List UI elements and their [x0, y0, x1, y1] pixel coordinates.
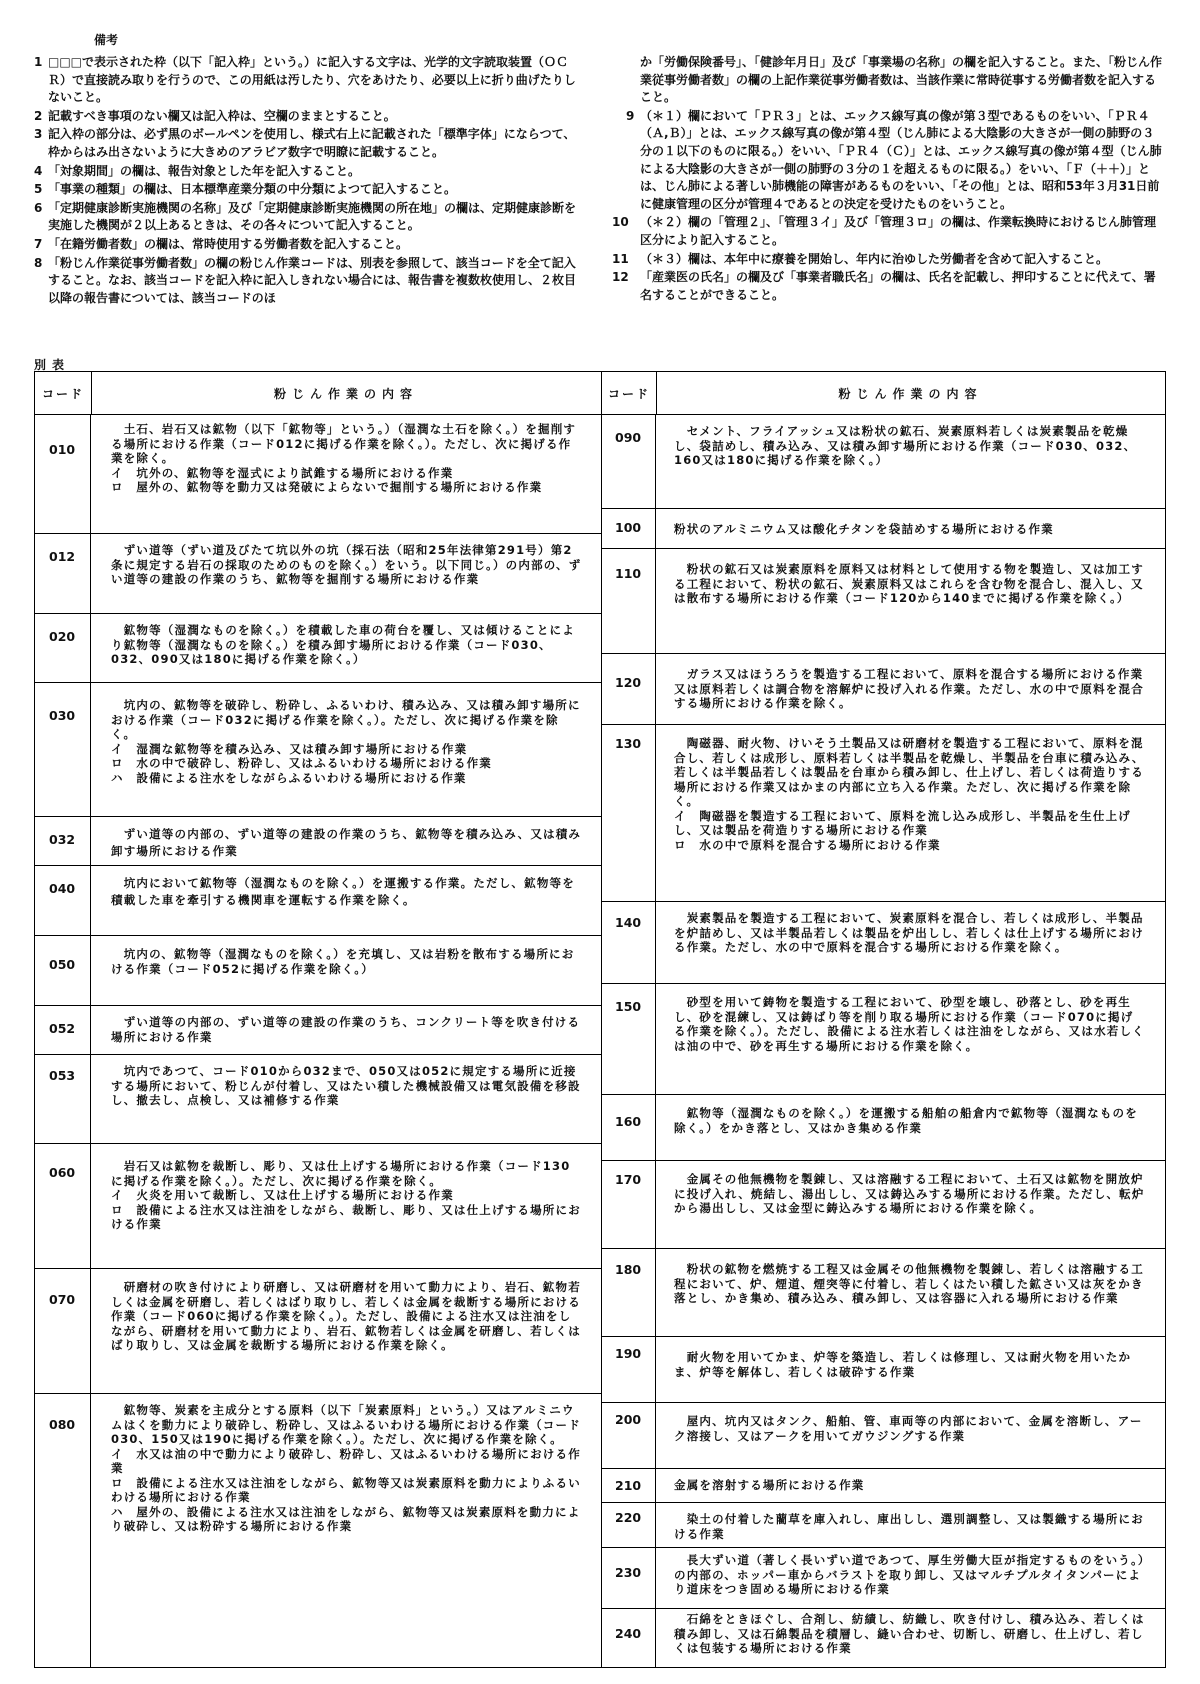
table-row [35, 682, 601, 817]
work-code: 150 [602, 983, 656, 1094]
work-code: 050 [35, 935, 91, 1005]
code-column-header: コード [602, 372, 657, 414]
table-row [602, 1094, 1165, 1161]
work-description: ずい道等の内部の、ずい道等の建設の作業のうち、コンクリート等を吹き付ける場所における作業 [111, 1015, 581, 1044]
notes-left-column [34, 54, 580, 308]
table-row [602, 414, 1165, 509]
work-code: 200 [602, 1402, 656, 1468]
content-column-header: 粉じん作業の内容 [273, 386, 418, 401]
note-text: （＊１）欄において「ＰＲ３」とは、エックス線写真の像が第３型であるものをいい、「ＰＲ４（Ａ,Ｂ）」とは、エックス線写真の像が第４型（じん肺による大陰影の大きさが一側の肺野の３分の１以下のものに限る。）をいい、「ＰＲ４（Ｃ）」とは、エックス線写真の像が第４型（じん肺による大陰影の大きさが一側の肺野の３分の１を超えるものに限る。）をいい、「Ｆ（＋＋）」とは、じん肺による著しい肺機能の障害があるものをいい、「その他」とは、昭和53年３月31日前に健康管理の区分が管理４であるとの決定を受けたものをいうこと。 [640, 108, 1162, 211]
work-code: 070 [35, 1268, 91, 1393]
work-description: 金属を溶射する場所における作業 [674, 1478, 865, 1492]
work-description: 粉状の鉱石又は炭素原料を原料又は材料として使用する物を製造し、又は加工する工程において、粉状の鉱石、炭素原料又はこれらを含む物を混合し、混入し、又は散布する場所における作業（コード120から140までに掲げる作業を除く。） [674, 562, 1144, 605]
table-row [602, 1502, 1165, 1548]
table-header [602, 372, 1165, 415]
note-item [34, 200, 580, 235]
work-code: 060 [35, 1143, 91, 1268]
work-code: 110 [602, 548, 656, 653]
note-text: 「対象期間」の欄は、報告対象とした年を記入すること。 [48, 163, 361, 178]
note-number: 3 [34, 127, 43, 142]
work-description: 粉状の鉱物を燃焼する工程又は金属その他無機物を製錬し、若しくは溶融する工程において、炉、煙道、煙突等に付着し、若しくはたい積した鉱さい又は灰をかき落とし、かき集め、積み込み、積み卸し、又は容器に入れる場所における作業 [674, 1262, 1144, 1305]
note-item [34, 163, 580, 181]
work-description: 坑内の、鉱物等を破砕し、粉砕し、ふるいわけ、積み込み、又は積み卸す場所における作業（コード032に掲げる作業を除く。）。ただし、次に掲げる作業を除く。 イ 湿潤な鉱物等を積み込み、又は積み卸す場所における作業 ロ 水の中で破砕し、粉砕し、又はふるいわける場所における作業 ハ 設備による注水をしながらふるいわける場所における作業 [111, 698, 581, 785]
work-description: 砂型を用いて鋳物を製造する工程において、砂型を壊し、砂落とし、砂を再生し、砂を混練し、又は鋳ばり等を削り取る場所における作業（コード070に掲げる作業を除く。）。ただし、設備による注水若しくは注油をしながら、又は水若しくは油の中で、砂を再生する場所における作業を除く。 [674, 995, 1145, 1053]
note-text: □□□で表示された枠（以下「記入枠」という。）に記入する文字は、光学的文字読取装置（ＯＣＲ）で直接読み取りを行うので、この用紙は汚したり、穴をあけたり、必要以上に折り曲げたりしないこと。 [48, 55, 576, 105]
work-description: ずい道等（ずい道及びたて坑以外の坑（採石法（昭和25年法律第291号）第2条に規定する岩石の採取のためのものを除く。）をいう。以下同じ。）の内部の、ずい道等の建設の作業のうち、鉱物等を掘削する場所における作業 [111, 543, 582, 586]
table-row [35, 865, 601, 936]
work-code: 130 [602, 724, 656, 901]
note-text: 「粉じん作業従事労働者数」の欄の粉じん作業コードは、別表を参照して、該当コードを全て記入すること。なお、該当コードを記入枠に記入しきれない場合には、報告書を複数枚使用し、２枚目以降の報告書については、該当コードのほ [48, 255, 577, 305]
work-description: 岩石又は鉱物を裁断し、彫り、又は仕上げする場所における作業（コード130に掲げる作業を除く。）。ただし、次に掲げる作業を除く。 イ 火炎を用いて裁断し、又は仕上げする場所における作業 ロ 設備による注水又は注油をしながら、裁断し、彫り、又は仕上げする場所における作業 [111, 1159, 581, 1231]
table-row [602, 508, 1165, 549]
table-row [35, 1054, 601, 1144]
work-description: ずい道等の内部の、ずい道等の建設の作業のうち、鉱物等を積み込み、又は積み卸す場所における作業 [111, 827, 582, 858]
work-code: 220 [602, 1502, 656, 1547]
work-description: 炭素製品を製造する工程において、炭素原料を混合し、若しくは成形し、半製品を炉詰めし、又は半製品若しくは製品を炉出しし、若しくは仕上げする場所における作業。ただし、水の中で原料を混合する場所における作業を除く。 [674, 911, 1144, 954]
content-column-header: 粉じん作業の内容 [838, 386, 983, 401]
work-description: 屋内、坑内又はタンク、船舶、管、車両等の内部において、金属を溶断し、アーク溶接し、又はアークを用いてガウジングする作業 [674, 1414, 1143, 1443]
work-description: 石綿をときほぐし、合剤し、紡績し、紡織し、吹き付けし、積み込み、若しくは積み卸し、又は石綿製品を積層し、縫い合わせ、切断し、研磨し、仕上げし、若しくは包装する場所における作業 [674, 1612, 1145, 1655]
work-code: 120 [602, 653, 656, 724]
note-number: 6 [34, 200, 43, 215]
note-number: 10 [612, 215, 629, 230]
note-continuation: か「労働保険番号」、「健診年月日」及び「事業場の名称」の欄を記入すること。また、「粉じん作業従事労働者数」の欄の上記作業従事労働者数は、当該作業に常時従事する労働者数を記入すること。 [640, 55, 1163, 105]
work-description: 鉱物等、炭素を主成分とする原料（以下「炭素原料」という。）又はアルミニウムはくを動力により破砕し、粉砕し、又はふるいわける場所における作業（コード030、150又は190に掲げる作業を除く。）。ただし、次に掲げる作業を除く。 イ 水又は油の中で動力により破砕し、粉砕し、又はふるいわける場所における作業 ロ 設備による注水又は注油をしながら、鉱物等又は炭素原料を動力によりふるいわける場所における作業 ハ 屋外の、設備による注水又は注油をしながら、鉱物等又は炭素原料を動力により破砕し、又は粉砕する場所における作業 [111, 1403, 581, 1533]
table-row [35, 414, 601, 534]
notes-section [34, 32, 1164, 362]
code-column-header: コード [35, 372, 92, 414]
table-row [35, 613, 601, 683]
work-description: 研磨材の吹き付けにより研磨し、又は研磨材を用いて動力により、岩石、鉱物若しくは金属を研磨し、若しくはばり取りし、若しくは金属を裁断する場所における作業（コード060に掲げる作業を除く。）。ただし、設備による注水又は注油をしながら、研磨材を用いて動力により、岩石、鉱物若しくは金属を研磨し、若しくはばり取りし、又は金属を裁断する場所における作業を除く。 [111, 1280, 581, 1352]
notes-title: 備考 [94, 33, 119, 47]
note-text: 「事業の種類」の欄は、日本標準産業分類の中分類によつて記入すること。 [48, 182, 457, 197]
work-code: 053 [35, 1054, 91, 1143]
work-code: 052 [35, 1005, 91, 1054]
work-code: 010 [35, 414, 91, 533]
note-number: 9 [626, 108, 635, 123]
work-description: 長大ずい道（著しく長いずい道であつて、厚生労働大臣が指定するものをいう。）の内部の、ホッパー車からバラストを取り卸し、又はマルチプルタイタンパーにより道床をつき固める場所における作業 [674, 1553, 1145, 1596]
table-row [602, 1248, 1165, 1337]
note-number: 8 [34, 255, 43, 270]
work-description: 坑内であつて、コード010から032まで、050又は052に規定する場所に近接する場所において、粉じんが付着し、又はたい積した機械設備又は電気設備を移設し、撤去し、点検し、又は補修する作業 [111, 1064, 581, 1107]
note-item [612, 251, 1164, 269]
table-row [602, 1608, 1165, 1667]
work-code: 040 [35, 865, 91, 935]
note-text: 記載すべき事項のない欄又は記入枠は、空欄のままとすること。 [48, 108, 396, 123]
table-row [602, 653, 1165, 725]
work-description: セメント、フライアッシュ又は粉状の鉱石、炭素原料若しくは炭素製品を乾燥し、袋詰めし、積み込み、又は積み卸す場所における作業（コード030、032、160又は180に掲げる作業を除く。） [674, 424, 1137, 467]
appendix-table-label: 別表 [34, 358, 71, 372]
note-number: 12 [612, 270, 629, 285]
table-row [602, 1468, 1165, 1503]
table-row [602, 548, 1165, 654]
work-description: 坑内において鉱物等（湿潤なものを除く。）を運搬する作業。ただし、鉱物等を積載した車を牽引する機関車を運転する作業を除く。 [111, 876, 575, 907]
work-code: 012 [35, 533, 91, 613]
work-code: 100 [602, 508, 656, 548]
note-item [612, 269, 1164, 304]
appendix-table-left [34, 371, 602, 1668]
note-number: 1 [34, 55, 43, 69]
table-row [35, 816, 601, 866]
table-header [35, 372, 601, 415]
table-row [35, 1268, 601, 1394]
note-text: （＊２）欄の「管理２」、「管理３イ」及び「管理３ロ」の欄は、作業転換時におけるじん肺管理区分により記入すること。 [640, 215, 1157, 247]
work-code: 230 [602, 1547, 656, 1608]
table-row [602, 1547, 1165, 1609]
table-row [35, 1393, 601, 1668]
note-text: 「定期健康診断実施機関の名称」及び「定期健康診断実施機関の所在地」の欄は、定期健康診断を実施した機関が２以上あるときは、その各々について記入すること。 [48, 200, 577, 233]
work-description: 坑内の、鉱物等（湿潤なものを除く。）を充填し、又は岩粉を散布する場所における作業（コード052に掲げる作業を除く。） [111, 947, 575, 976]
work-description: ガラス又はほうろうを製造する工程において、原料を混合する場所における作業又は原料若しくは調合物を溶解炉に投げ入れる作業。ただし、水の中で原料を混合する場所における作業を除く。 [674, 667, 1144, 710]
work-description: 陶磁器、耐火物、けいそう土製品又は研磨材を製造する工程において、原料を混合し、若しくは成形し、原料若しくは半製品を乾燥し、半製品を台車に積み込み、若しくは半製品若しくは製品を台車から積み卸し、仕上げし、若しくは荷造りする場所における作業又はかまの内部に立ち入る作業。ただし、次に掲げる作業を除く。 イ 陶磁器を製造する工程において、原料を流し込み成形し、半製品を生仕上げし、又は製品を荷造りする場所における作業 ロ 水の中で原料を混合する場所における作業 [674, 736, 1145, 852]
table-row [602, 1336, 1165, 1403]
work-code: 190 [602, 1336, 656, 1402]
work-code: 032 [35, 816, 91, 865]
work-code: 140 [602, 901, 656, 983]
note-number: 2 [34, 108, 43, 123]
table-row [602, 1160, 1165, 1249]
work-code: 080 [35, 1393, 91, 1668]
work-description: 粉状のアルミニウム又は酸化チタンを袋詰めする場所における作業 [674, 522, 1054, 536]
work-description: 耐火物を用いてかま、炉等を築造し、若しくは修理し、又は耐火物を用いたかま、炉等を解体し、若しくは破砕する作業 [674, 1350, 1132, 1379]
note-text: 「産業医の氏名」の欄及び「事業者職氏名」の欄は、氏名を記載し、押印することに代えて、署名することができること。 [640, 270, 1156, 302]
table-row [35, 533, 601, 614]
table-row [35, 1143, 601, 1269]
note-item [34, 255, 580, 308]
work-code: 020 [35, 613, 91, 682]
table-row [602, 1402, 1165, 1469]
work-description: 染土の付着した藺草を庫入れし、庫出しし、選別調整し、又は製織する場所における作業 [674, 1512, 1144, 1541]
work-code: 160 [602, 1094, 656, 1160]
table-row [602, 724, 1165, 902]
work-code: 090 [602, 414, 656, 508]
note-text: 「在籍労働者数」の欄は、常時使用する労働者数を記入すること。 [48, 236, 409, 251]
table-row [35, 1005, 601, 1055]
work-description: 鉱物等（湿潤なものを除く。）を運搬する船舶の船倉内で鉱物等（湿潤なものを除く。）をかき落とし、又はかき集める作業 [674, 1106, 1138, 1135]
note-number: 5 [34, 182, 43, 197]
work-code: 180 [602, 1248, 656, 1336]
table-row [602, 901, 1165, 984]
notes-right-column [612, 54, 1164, 305]
work-code: 240 [602, 1608, 656, 1667]
note-number: 7 [34, 236, 43, 251]
note-number: 4 [34, 163, 43, 178]
note-item [34, 236, 580, 254]
work-description: 土石、岩石又は鉱物（以下「鉱物等」という。）（湿潤な土石を除く。）を掘削する場所における作業（コード012に掲げる作業を除く。）。ただし、次に掲げる作業を除く。 イ 坑外の、鉱物等を湿式により試錐する場所における作業 ロ 屋外の、鉱物等を動力又は発破によらないで掘削する場所における作業 [111, 422, 577, 494]
work-description: 鉱物等（湿潤なものを除く。）を積載した車の荷台を覆し、又は傾けることにより鉱物等（湿潤なものを除く。）を積み卸す場所における作業（コード030、032、090又は180に掲げる作業を除く。） [111, 623, 575, 666]
table-row [602, 983, 1165, 1095]
note-text: （＊３）欄は、本年中に療養を開始し、年内に治ゆした労働者を含めて記入すること。 [640, 251, 1109, 266]
note-text: 記入枠の部分は、必ず黒のボールペンを使用し、様式右上に記載された「標準字体」にならつて、枠からはみ出さないように大きめのアラビア数字で明瞭に記載すること。 [48, 127, 576, 159]
table-row [35, 935, 601, 1006]
note-item [626, 108, 1164, 214]
note-item [34, 126, 580, 161]
work-code: 170 [602, 1160, 656, 1248]
note-item [34, 108, 580, 126]
work-code: 210 [602, 1468, 656, 1502]
note-item [34, 181, 580, 199]
note-item [612, 214, 1164, 249]
work-code: 030 [35, 682, 91, 816]
appendix-table-right [602, 371, 1166, 1668]
work-description: 金属その他無機物を製錬し、又は溶融する工程において、土石又は鉱物を開放炉に投げ入れ、焼結し、湯出しし、又は鋳込みする場所における作業。ただし、転炉から湯出しし、又は金型に鋳込みする場所における作業を除く。 [674, 1172, 1145, 1215]
note-item [34, 54, 580, 107]
note-number: 11 [612, 251, 629, 266]
